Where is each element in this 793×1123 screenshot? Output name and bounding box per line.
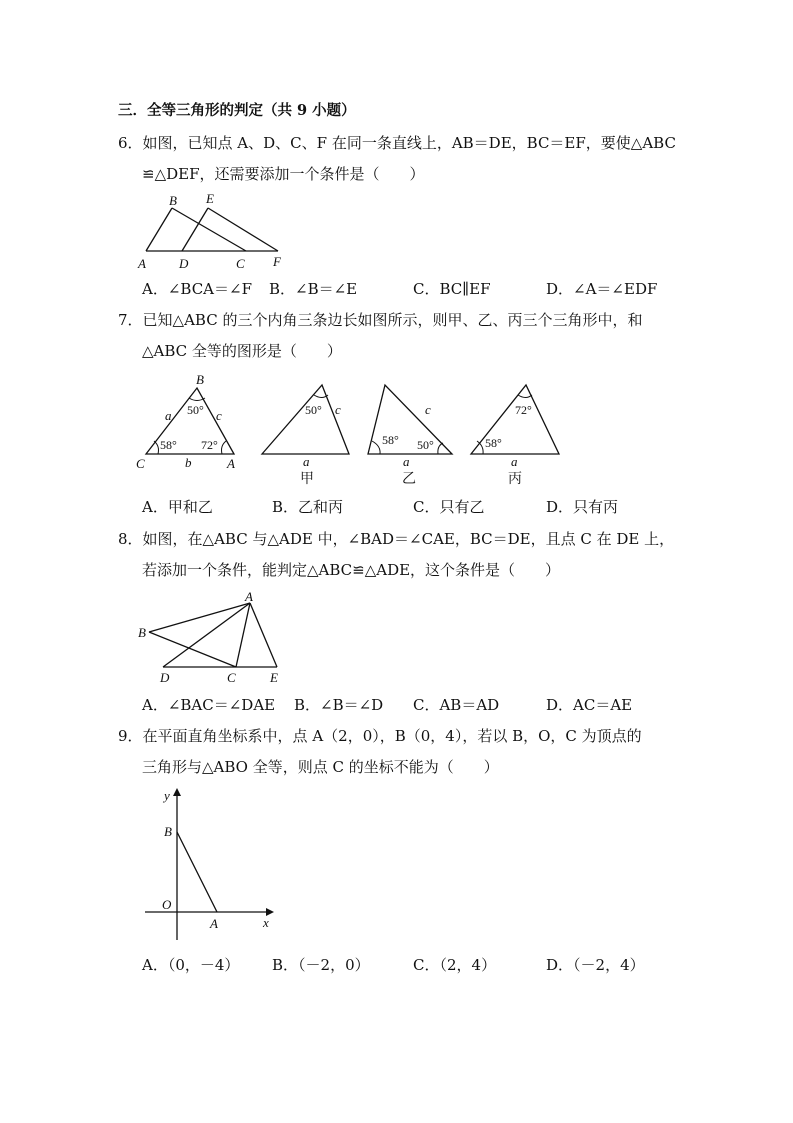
q7-abc-angle-a: 72° [201, 438, 218, 452]
q8-label-c: C [227, 670, 236, 685]
q6-label-a: A [138, 256, 146, 271]
q7-jia-angle: 50° [305, 403, 322, 417]
q8-option-d[interactable]: D．AC＝AE [546, 696, 633, 714]
q9-label-y: y [164, 788, 170, 803]
q6-stem-line2: ≌△DEF，还需要添加一个条件是（ ） [142, 165, 425, 183]
q6-label-b: B [169, 193, 177, 208]
q7-yi-angle-left: 58° [382, 433, 399, 447]
q7-bing-angle-left: 58° [485, 436, 502, 450]
q7-yi-side-c: c [425, 402, 431, 417]
q9-label-x: x [263, 915, 269, 930]
q7-option-b[interactable]: B．乙和丙 [272, 498, 344, 516]
q9-label-a: A [210, 916, 218, 931]
q7-jia-name: 甲 [300, 472, 314, 487]
q7-abc-side-a: a [165, 408, 172, 423]
q7-jia-side-a: a [303, 454, 310, 469]
q9-option-b[interactable]: B．（－2，0） [272, 956, 370, 974]
q7-bing-name: 丙 [508, 472, 522, 487]
q7-stem-line1: 7．已知△ABC 的三个内角三条边长如图所示，则甲、乙、丙三个三角形中，和 [118, 311, 643, 329]
q6-option-c[interactable]: C．BC∥EF [413, 280, 491, 298]
q7-yi-side-a: a [403, 454, 410, 469]
q8-label-e: E [270, 670, 278, 685]
q9-option-c[interactable]: C．（2，4） [413, 956, 497, 974]
q8-label-b: B [138, 625, 146, 640]
q7-abc-side-b: b [185, 455, 192, 470]
q7-abc-angle-b: 50° [187, 403, 204, 417]
q7-yi-name: 乙 [402, 472, 416, 487]
q7-abc-side-c: c [216, 408, 222, 423]
q7-option-c[interactable]: C．只有乙 [413, 498, 485, 516]
q8-label-d: D [160, 670, 170, 685]
q6-label-f: F [273, 254, 281, 269]
q9-option-a[interactable]: A．（0，－4） [142, 956, 240, 974]
q9-option-d[interactable]: D．（－2，4） [546, 956, 645, 974]
q9-segment-ba [177, 832, 217, 912]
q6-label-c: C [236, 256, 245, 271]
q7-option-a[interactable]: A．甲和乙 [142, 498, 213, 516]
q6-option-b[interactable]: B．∠B＝∠E [269, 280, 358, 298]
q7-yi-angle-right: 50° [417, 438, 434, 452]
q8-stem-line2: 若添加一个条件，能判定△ABC≌△ADE，这个条件是（ ） [142, 561, 561, 579]
q8-stem-line1: 8．如图，在△ABC 与△ADE 中，∠BAD＝∠CAE，BC＝DE，且点 C 在 DE 上， [118, 530, 675, 548]
q6-label-d: D [179, 256, 189, 271]
q7-option-d[interactable]: D．只有丙 [546, 498, 619, 516]
q7-abc-label-c: C [136, 456, 145, 471]
q9-stem-line2: 三角形与△ABO 全等，则点 C 的坐标不能为（ ） [142, 758, 499, 776]
q6-label-e: E [206, 191, 214, 206]
q7-stem-line2: △ABC 全等的图形是（ ） [142, 342, 342, 360]
q6-option-a[interactable]: A．∠BCA＝∠F [142, 280, 252, 298]
q8-option-a[interactable]: A．∠BAC＝∠DAE [142, 696, 276, 714]
q7-abc-label-b: B [196, 372, 204, 387]
q7-abc-label-a: A [227, 456, 235, 471]
q8-option-b[interactable]: B．∠B＝∠D [294, 696, 384, 714]
q9-label-o: O [162, 897, 172, 912]
q8-label-a: A [245, 589, 253, 604]
q9-stem-line1: 9．在平面直角坐标系中，点 A（2，0），B（0，4），若以 B，O，C 为顶点的 [118, 727, 642, 745]
q8-option-c[interactable]: C．AB＝AD [413, 696, 500, 714]
q7-abc-angle-c: 58° [160, 438, 177, 452]
q6-stem-line1: 6．如图，已知点 A、D、C、F 在同一条直线上，AB＝DE，BC＝EF，要使△ABC [118, 134, 676, 152]
q7-jia-side-c: c [335, 402, 341, 417]
section-title: 三．全等三角形的判定（共 9 小题） [118, 102, 356, 119]
q6-option-d[interactable]: D．∠A＝∠EDF [546, 280, 658, 298]
q9-label-b: B [164, 824, 172, 839]
q7-bing-angle-top: 72° [515, 403, 532, 417]
q7-bing-side-a: a [511, 454, 518, 469]
